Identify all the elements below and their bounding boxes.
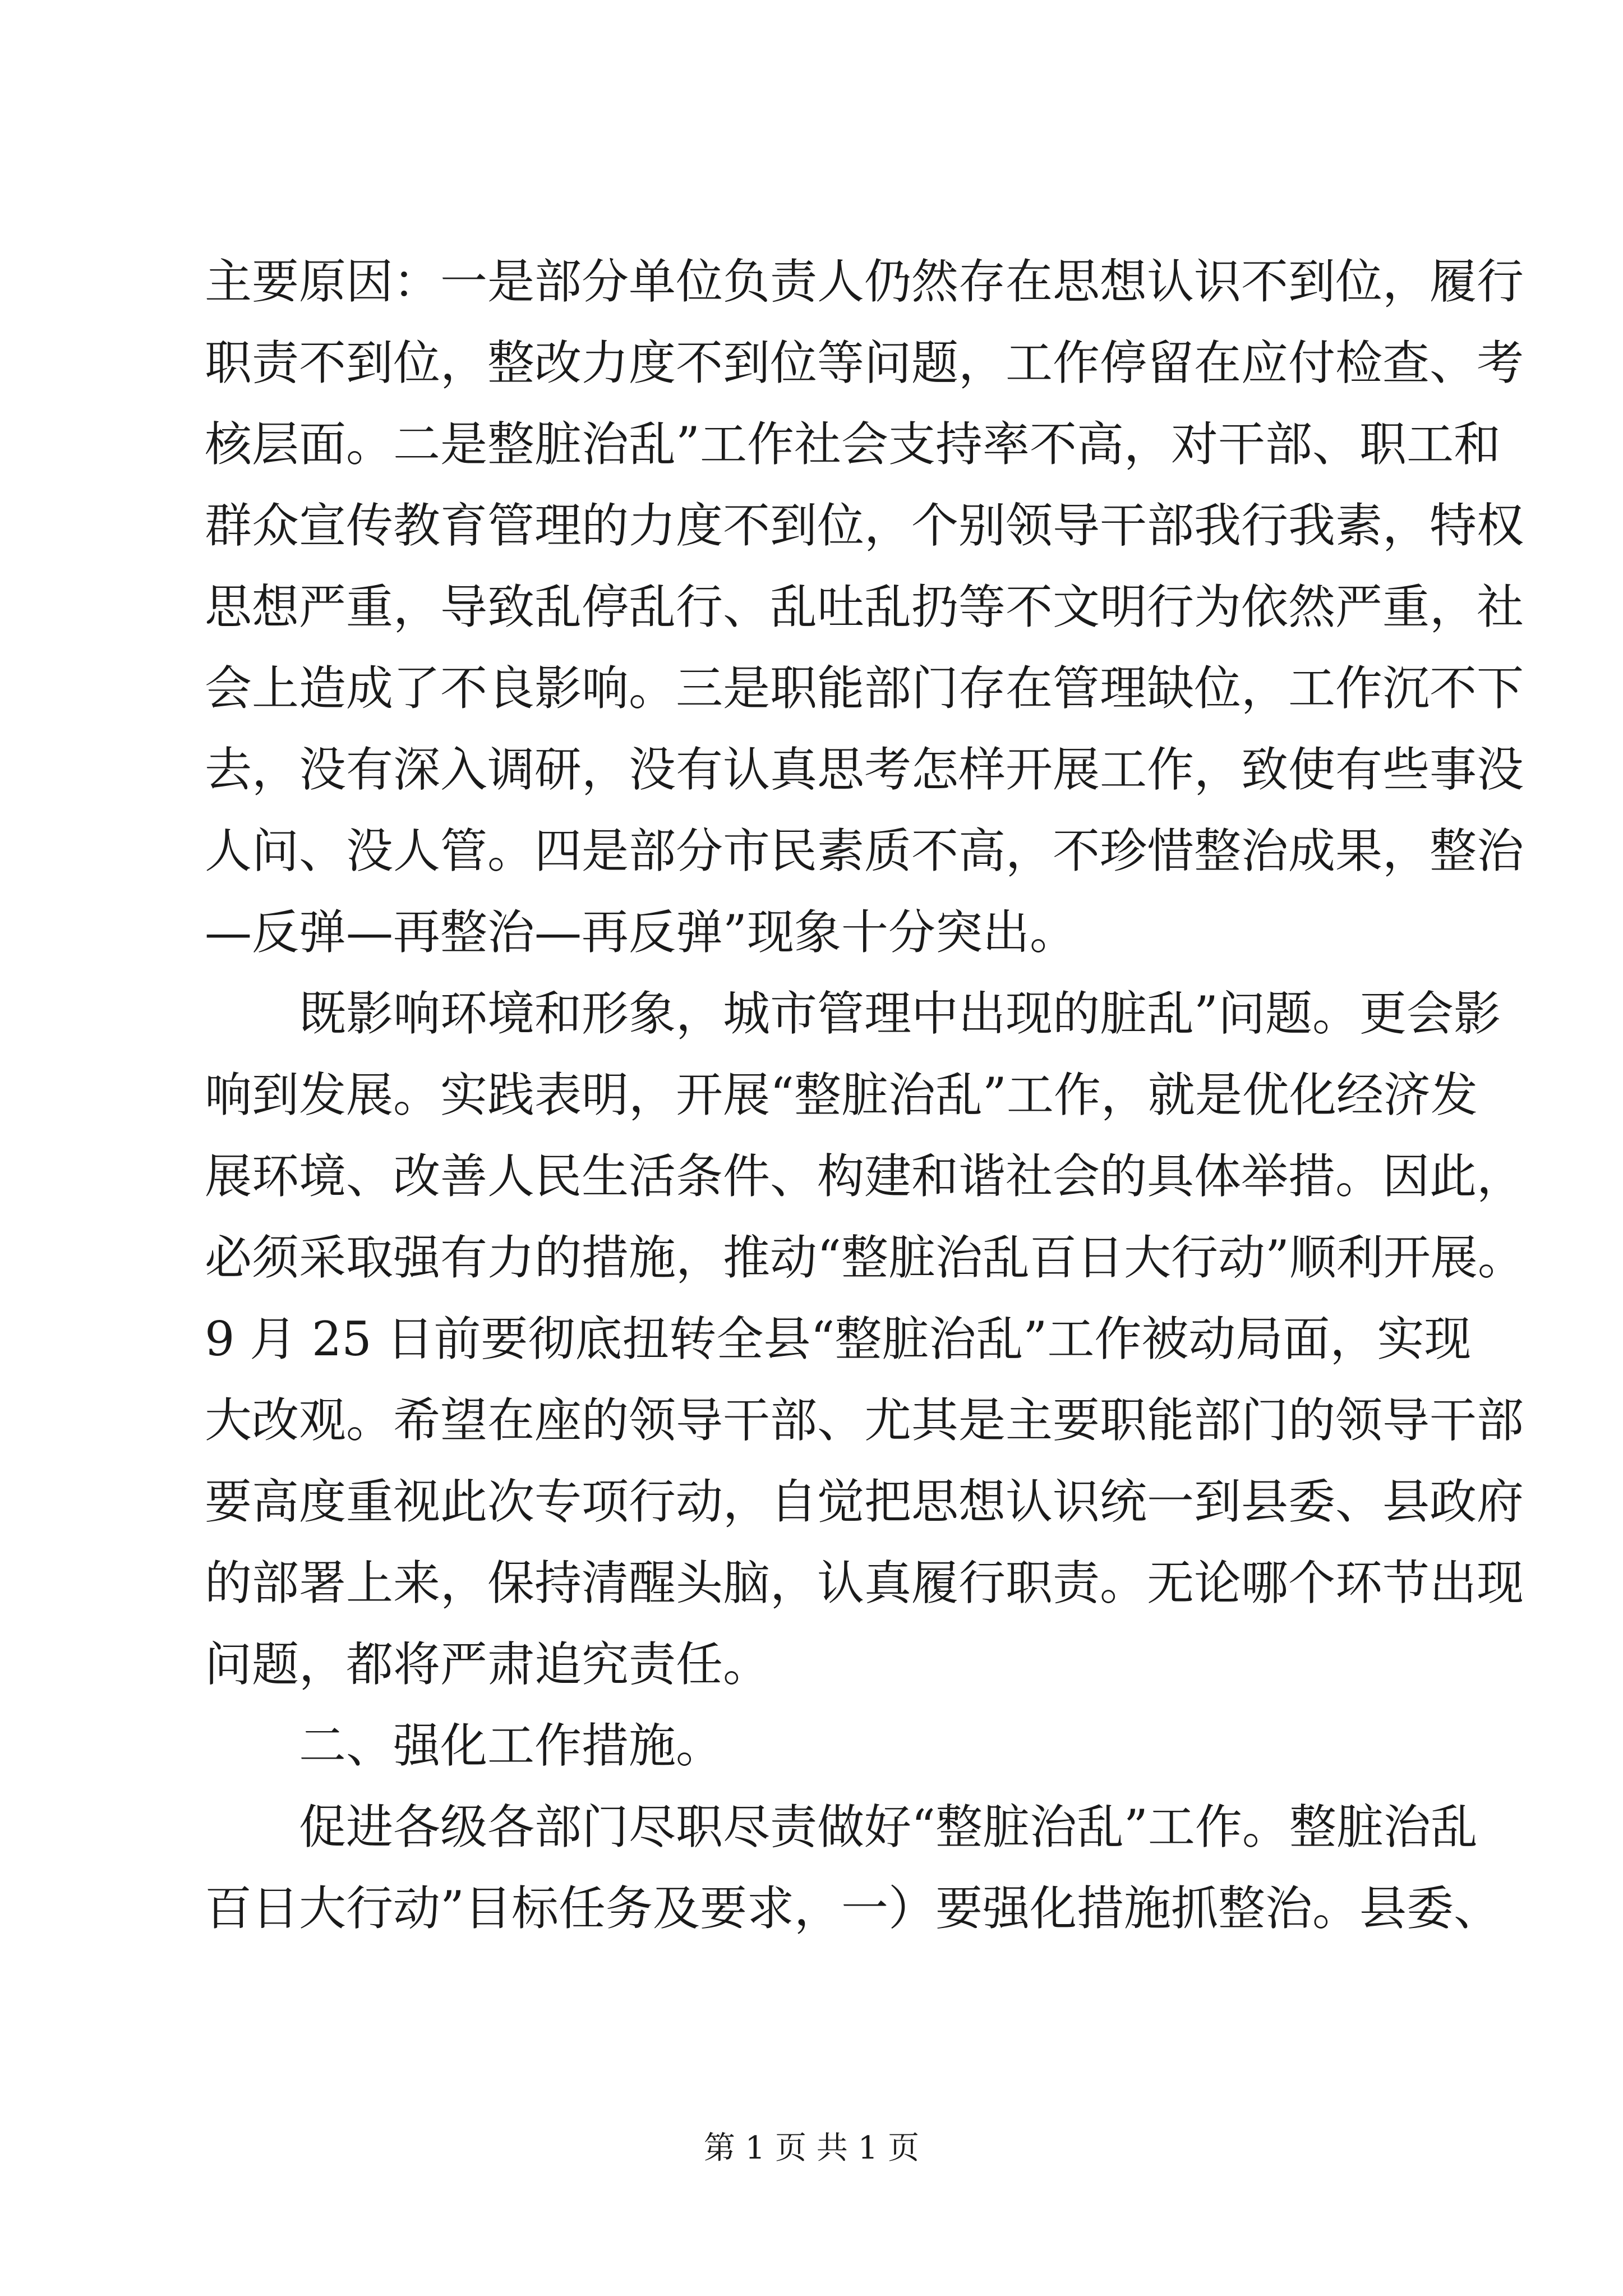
text-line: —反弹—再整治—再反弹”现象十分突出。 [205,905,1077,960]
text-line: 要高度重视此次专项行动，自觉把思想认识统一到县委、县政府 [205,1474,1524,1529]
section-heading: 二、强化工作措施。 [299,1718,723,1773]
document-body [205,241,1525,1949]
text-line: 问题，都将严肃追究责任。 [205,1637,771,1692]
text-line: 职责不到位，整改力度不到位等问题，工作停留在应付检查、考 [205,335,1524,390]
text-line: 大改观。希望在座的领导干部、尤其是主要职能部门的领导干部 [205,1393,1524,1448]
text-line: 展环境、改善人民生活条件、构建和谐社会的具体举措。因此， [205,1149,1524,1204]
text-line: 人问、没人管。四是部分市民素质不高，不珍惜整治成果，整治 [205,823,1524,878]
paragraph-start-line: 促进各级各部门尽职尽责做好“整脏治乱”工作。整脏治乱 [299,1800,1478,1855]
paragraph-start-line: 既影响环境和形象，城市管理中出现的脏乱”问题。更会影 [299,986,1501,1041]
text-line: 群众宣传教育管理的力度不到位，个别领导干部我行我素，特权 [205,498,1524,553]
text-line: 核层面。二是整脏治乱”工作社会支持率不高，对干部、职工和 [205,417,1501,472]
text-line: 响到发展。实践表明，开展“整脏治乱”工作，就是优化经济发 [205,1068,1478,1122]
text-line: 必须采取强有力的措施，推动“整脏治乱百日大行动”顺利开展。 [205,1230,1525,1285]
text-line: 的部署上来，保持清醒头脑，认真履行职责。无论哪个环节出现 [205,1556,1524,1611]
text-line: 百日大行动”目标任务及要求，一）要强化措施抓整治。县委、 [205,1881,1501,1936]
text-line: 9 月 25 日前要彻底扭转全县“整脏治乱”工作被动局面，实现 [205,1312,1472,1366]
text-line: 去，没有深入调研，没有认真思考怎样开展工作，致使有些事没 [205,742,1524,797]
text-line: 主要原因：一是部分单位负责人仍然存在思想认识不到位，履行 [205,254,1524,309]
text-line: 思想严重，导致乱停乱行、乱吐乱扔等不文明行为依然严重，社 [205,579,1524,634]
page-footer [0,2126,1623,2171]
text-line: 会上造成了不良影响。三是职能部门存在管理缺位，工作沉不下 [205,661,1524,716]
page-number-label: 第 1 页 共 1 页 [703,2130,920,2166]
